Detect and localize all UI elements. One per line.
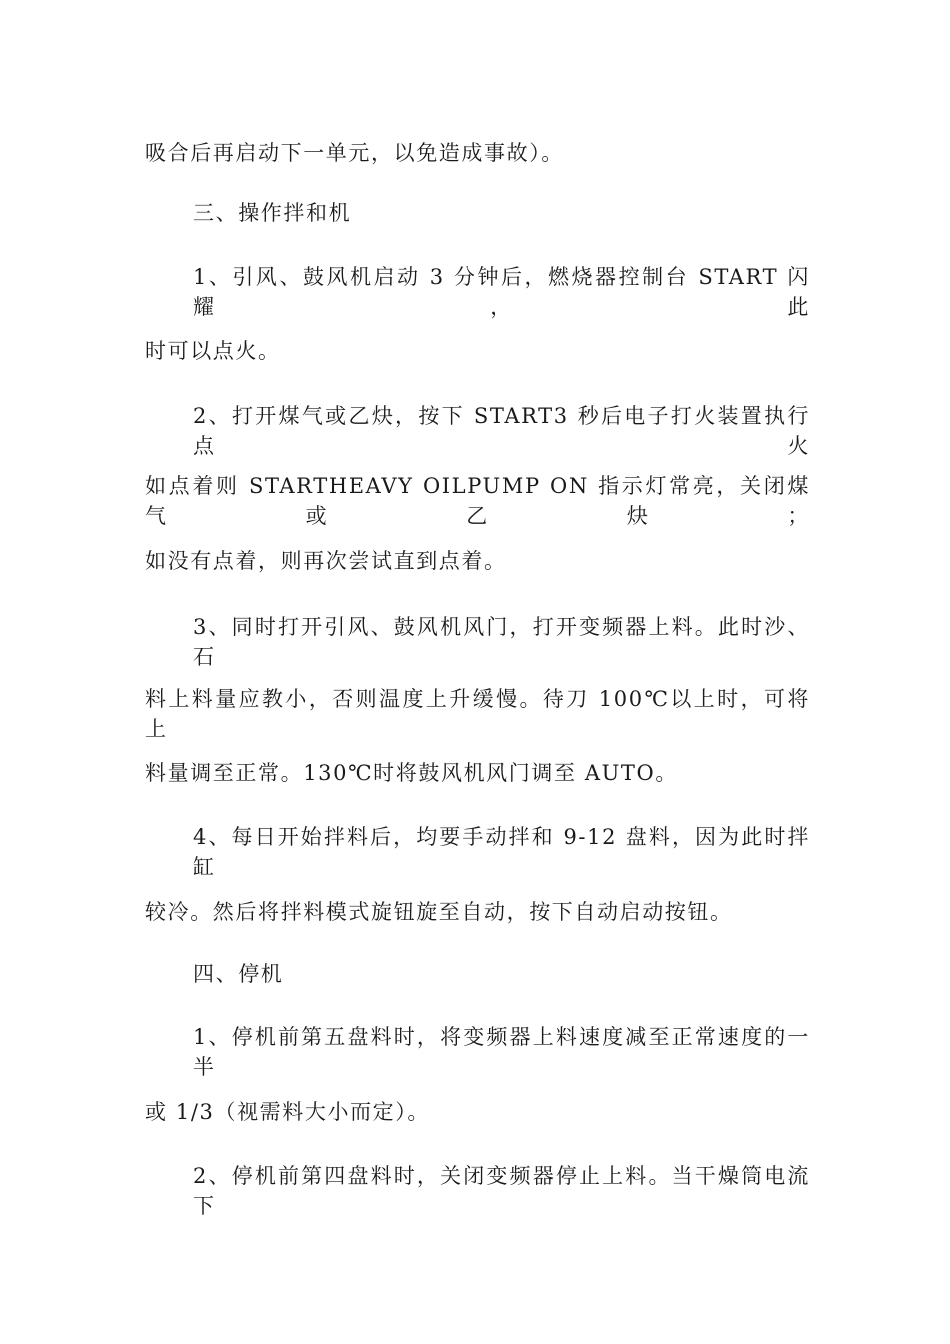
paragraph-line: 1、引风、鼓风机启动 3 分钟后，燃烧器控制台 START 闪耀，此 bbox=[193, 265, 810, 319]
paragraph-line: 吸合后再启动下一单元，以免造成事故）。 bbox=[145, 141, 564, 165]
paragraph-line: 3、同时打开引风、鼓风机风门，打开变频器上料。此时沙、石 bbox=[193, 615, 810, 669]
paragraph-line: 料上料量应教小，否则温度上升缓慢。待刀 100℃以上时，可将上 bbox=[145, 687, 810, 741]
paragraph-line: 4、每日开始拌料后，均要手动拌和 9-12 盘料，因为此时拌缸 bbox=[193, 825, 810, 879]
paragraph-line: 如点着则 STARTHEAVY OILPUMP ON 指示灯常亮，关闭煤气或乙炔； bbox=[145, 474, 810, 528]
section-heading: 三、操作拌和机 bbox=[193, 201, 352, 225]
section-heading: 四、停机 bbox=[193, 962, 284, 986]
paragraph-line: 2、打开煤气或乙炔，按下 START3 秒后电子打火装置执行点火 bbox=[193, 404, 810, 458]
paragraph-line: 1、停机前第五盘料时，将变频器上料速度减至正常速度的一半 bbox=[193, 1025, 810, 1079]
paragraph-line: 2、停机前第四盘料时，关闭变频器停止上料。当干燥筒电流下 bbox=[193, 1164, 810, 1218]
paragraph-line: 或 1/3（视需料大小而定）。 bbox=[145, 1100, 430, 1124]
paragraph-line: 较冷。然后将拌料模式旋钮旋至自动，按下自动启动按钮。 bbox=[145, 900, 733, 924]
paragraph-line: 时可以点火。 bbox=[145, 339, 281, 363]
paragraph-line: 如没有点着，则再次尝试直到点着。 bbox=[145, 549, 507, 573]
paragraph-line: 料量调至正常。130℃时将鼓风机风门调至 AUTO。 bbox=[145, 761, 678, 785]
